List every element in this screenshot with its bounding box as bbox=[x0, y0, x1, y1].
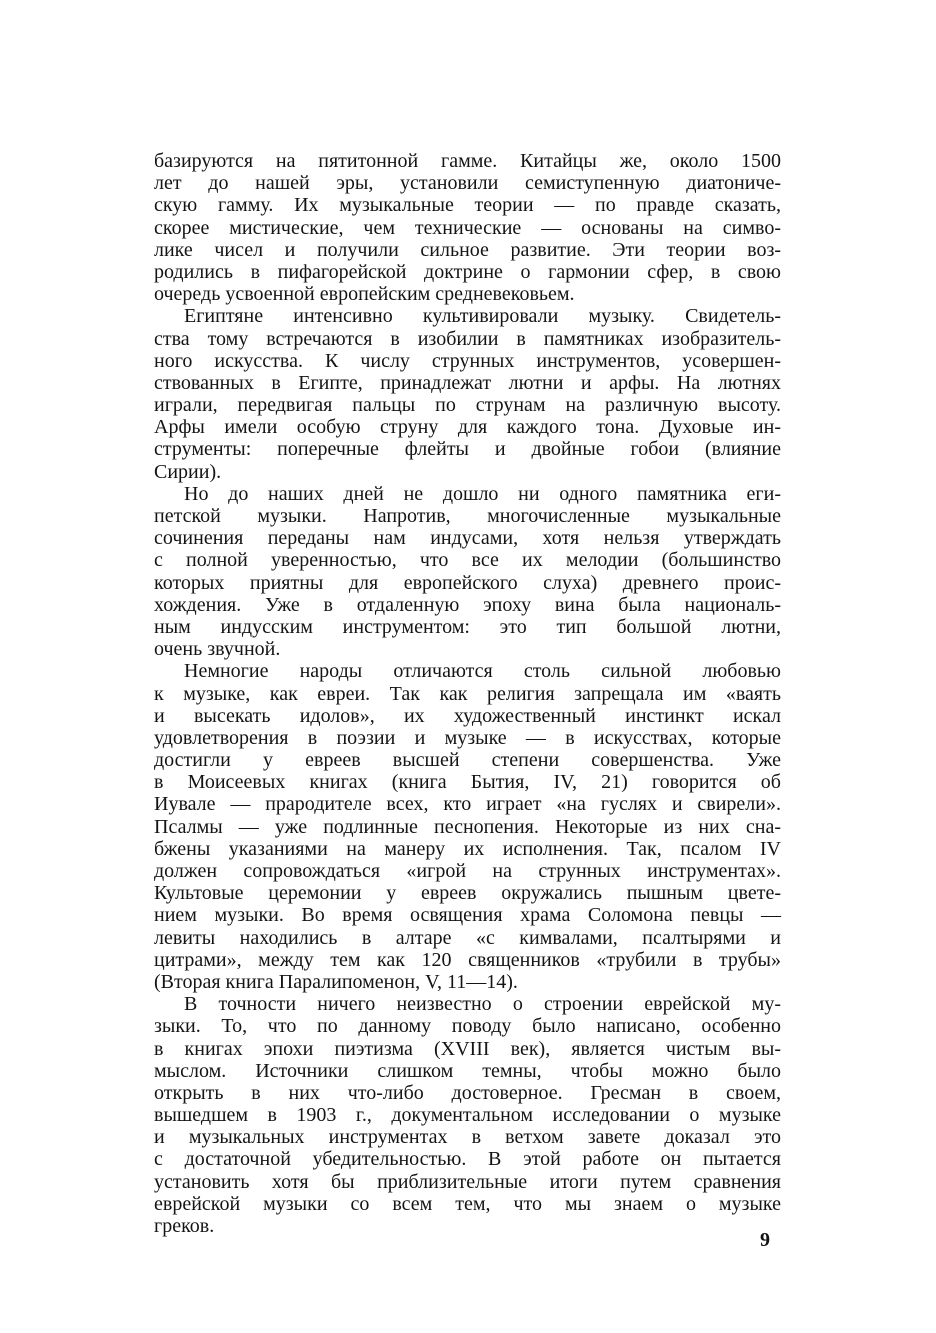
text-line: сочинения переданы нам индусами, хотя нельзя утверждать bbox=[154, 527, 781, 550]
text-line: Но до наших дней не дошло ни одного памятника еги- bbox=[184, 482, 781, 505]
text-line: Немногие народы отличаются столь сильной любовью bbox=[184, 660, 781, 683]
text-line: Сирии). bbox=[154, 460, 222, 483]
page-number: 9 bbox=[760, 1229, 770, 1251]
text-line: родились в пифагорейской доктрине о гармонии сфер, в свою bbox=[154, 260, 781, 283]
text-line: к музыке, как евреи. Так как религия запрещала им «ваять bbox=[154, 682, 781, 705]
text-line: ствованных в Египте, принадлежат лютни и арфы. На лютнях bbox=[154, 371, 781, 394]
text-line: еврейской музыки со всем тем, что мы знаем о музыке bbox=[154, 1192, 781, 1215]
text-line: нием музыки. Во время освящения храма Соломона певцы — bbox=[154, 904, 781, 927]
text-line: скую гамму. Их музыкальные теории — по правде сказать, bbox=[154, 194, 781, 217]
text-line: удовлетворения в поэзии и музыке — в искусствах, которые bbox=[154, 726, 781, 749]
text-line: играли, передвигая пальцы по струнам на различную высоту. bbox=[154, 394, 781, 417]
text-line: которых приятны для европейского слуха) древнего проис- bbox=[154, 571, 781, 594]
text-line: цитрами», между тем как 120 священников «трубили в трубы» bbox=[154, 948, 781, 971]
text-line: и музыкальных инструментах в ветхом завете доказал это bbox=[154, 1126, 781, 1149]
text-line: базируются на пятитонной гамме. Китайцы же, около 1500 bbox=[154, 150, 781, 172]
text-line: левиты находились в алтаре «с кимвалами, псалтырями и bbox=[154, 926, 781, 949]
text-line: Культовые церемонии у евреев окружались пышным цвете- bbox=[154, 882, 781, 905]
text-line: достигли у евреев высшей степени совершенства. Уже bbox=[154, 749, 781, 772]
text-line: мыслом. Источники слишком темны, чтобы можно было bbox=[154, 1059, 781, 1082]
text-line: с полной уверенностью, что все их мелодии (большинство bbox=[154, 549, 781, 572]
text-line: Псалмы — уже подлинные песнопения. Некоторые из них сна- bbox=[154, 815, 781, 838]
text-line: Иувале — прародителе всех, кто играет «на гуслях и свирели». bbox=[154, 793, 781, 816]
text-line: ного искусства. К числу струнных инструментов, усовершен- bbox=[154, 349, 781, 372]
text-line: В точности ничего неизвестно о строении еврейской му- bbox=[184, 993, 781, 1016]
text-line: ным индусским инструментом: это тип большой лютни, bbox=[154, 615, 781, 638]
text-line: в Моисеевых книгах (книга Бытия, IV, 21) говорится об bbox=[154, 771, 781, 794]
text-line: скорее мистические, чем технические — основаны на симво- bbox=[154, 216, 781, 239]
text-line: вышедшем в 1903 г., документальном исследовании о музыке bbox=[154, 1104, 781, 1127]
text-line: открыть в них что-либо достоверное. Гресман в своем, bbox=[154, 1081, 781, 1104]
text-line: бжены указаниями на манеру их исполнения. Так, псалом IV bbox=[154, 837, 781, 860]
text-line: установить хотя бы приблизительные итоги путем сравнения bbox=[154, 1170, 781, 1193]
body-text bbox=[154, 150, 781, 1237]
text-line: ства тому встречаются в изобилии в памятниках изобразитель- bbox=[154, 327, 781, 350]
text-line: Арфы имели особую струну для каждого тона. Духовые ин- bbox=[154, 416, 781, 439]
text-line: в книгах эпохи пиэтизма (XVIII век), является чистым вы- bbox=[154, 1037, 781, 1060]
text-line: лет до нашей эры, установили семиступенную диатониче- bbox=[154, 172, 781, 195]
text-line: и высекать идолов», их художественный инстинкт искал bbox=[154, 704, 781, 727]
text-line: греков. bbox=[154, 1215, 215, 1237]
text-line: с достаточной убедительностью. В этой работе он пытается bbox=[154, 1148, 781, 1171]
text-line: струменты: поперечные флейты и двойные гобои (влияние bbox=[154, 438, 781, 461]
text-line: Египтяне интенсивно культивировали музыку. Свидетель- bbox=[184, 305, 781, 328]
text-line: хождения. Уже в отдаленную эпоху вина была националь- bbox=[154, 593, 781, 616]
text-line: петской музыки. Напротив, многочисленные музыкальные bbox=[154, 505, 781, 527]
text-line: лике чисел и получили сильное развитие. Эти теории воз- bbox=[154, 238, 781, 261]
text-line: очень звучной. bbox=[154, 638, 281, 661]
text-line: зыки. То, что по данному поводу было написано, особенно bbox=[154, 1015, 781, 1038]
text-line: (Вторая книга Паралипоменон, V, 11—14). bbox=[154, 970, 518, 993]
text-line: должен сопровождаться «игрой на струнных инструментах». bbox=[154, 860, 781, 882]
text-line: очередь усвоенной европейским средневековьем. bbox=[154, 283, 575, 306]
